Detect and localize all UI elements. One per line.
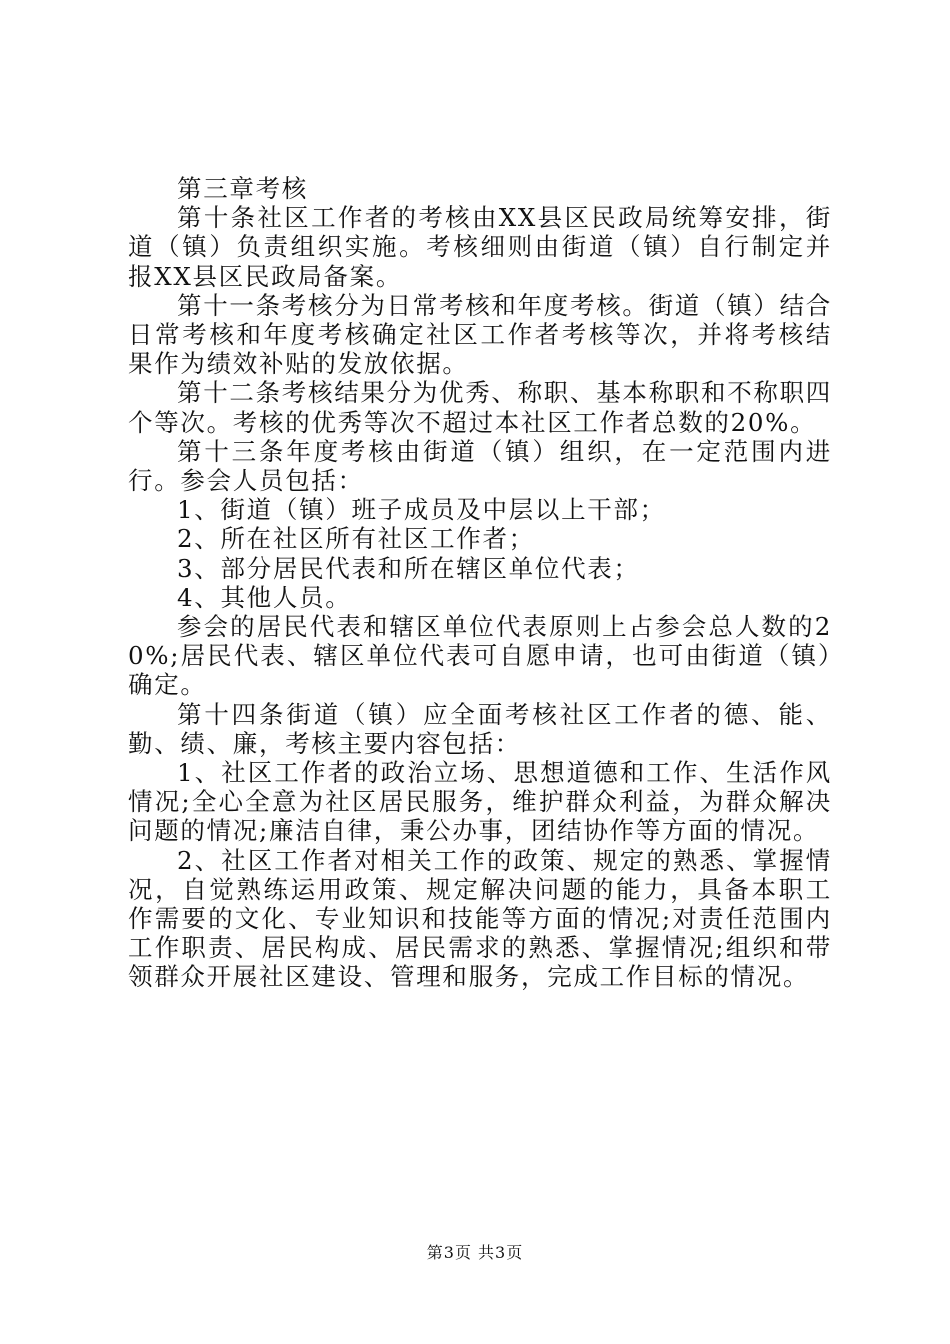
- page-number-footer: 第3页 共3页: [426, 1243, 524, 1262]
- list-item: 3、部分居民代表和所在辖区单位代表；: [177, 553, 640, 583]
- article-13: 第十三条年度考核由街道（镇）组织，在一定范围内进行。参会人员包括：: [128, 436, 832, 496]
- list-item: 1、社区工作者的政治立场、思想道德和工作、生活作风情况;全心全意为社区居民服务，维护群众利益，为群众解决问题的情况;廉洁自律，秉公办事，团结协作等方面的情况。: [128, 758, 832, 846]
- attendee-ratio-paragraph: 参会的居民代表和辖区单位代表原则上占参会总人数的20%;居民代表、辖区单位代表可自愿申请，也可由街道（镇）确定。: [128, 612, 832, 700]
- article-10: 第十条社区工作者的考核由XX县区民政局统筹安排，街道（镇）负责组织实施。考核细则由街道（镇）自行制定并报XX县区民政局备案。: [128, 203, 832, 291]
- article-12: 第十二条考核结果分为优秀、称职、基本称职和不称职四个等次。考核的优秀等次不超过本社区工作者总数的20%。: [128, 378, 832, 437]
- document-body: [128, 174, 832, 992]
- chapter-title: 第三章考核: [177, 174, 308, 203]
- list-item: 2、所在社区所有社区工作者；: [177, 524, 535, 554]
- article-14: 第十四条街道（镇）应全面考核社区工作者的德、能、勤、绩、廉，考核主要内容包括：: [128, 699, 832, 758]
- article-11: 第十一条考核分为日常考核和年度考核。街道（镇）结合日常考核和年度考核确定社区工作者考核等次，并将考核结果作为绩效补贴的发放依据。: [128, 290, 832, 379]
- list-item: 1、街道（镇）班子成员及中层以上干部；: [177, 495, 666, 525]
- list-item: 4、其他人员。: [177, 582, 352, 612]
- list-item: 2、社区工作者对相关工作的政策、规定的熟悉、掌握情况，自觉熟练运用政策、规定解决问题的能力，具备本职工作需要的文化、专业知识和技能等方面的情况;对责任范围内工作职责、居民构成、居民需求的熟悉、掌握情况;组织和带领群众开展社区建设、管理和服务，完成工作目标的情况。: [128, 845, 832, 992]
